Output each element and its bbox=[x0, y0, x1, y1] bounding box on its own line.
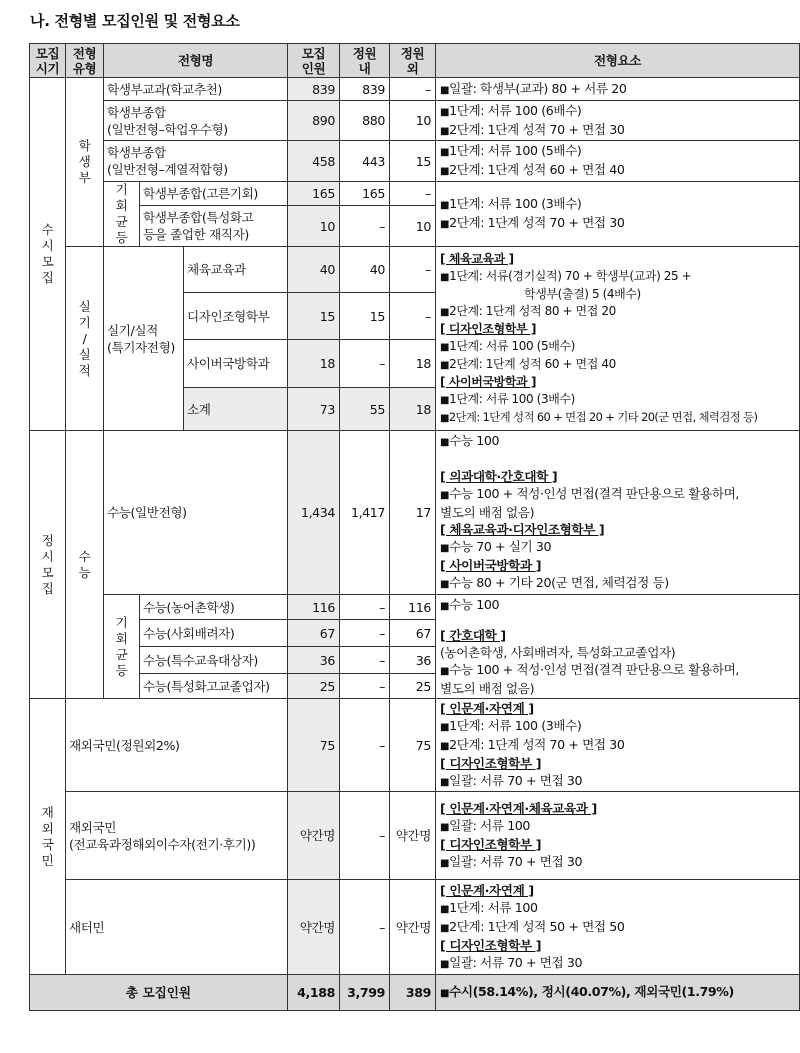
in-quota-cell: – bbox=[340, 595, 390, 620]
in-quota-cell: 839 bbox=[340, 78, 390, 101]
row-name: 재외국민(정원외2%) bbox=[66, 699, 288, 792]
row-name: 학생부종합(특성화고 등을 졸업한 재직자) bbox=[140, 206, 288, 247]
silgi-name: 실기/실적 (특기자전형) bbox=[104, 247, 184, 431]
table-row bbox=[30, 141, 800, 182]
table-row bbox=[30, 699, 800, 792]
suneung-label: 수 능 bbox=[66, 431, 104, 699]
row-name: 수능(일반전형) bbox=[104, 431, 288, 595]
quota-cell: 75 bbox=[288, 699, 340, 792]
header-row bbox=[30, 44, 800, 78]
quota-cell: 10 bbox=[288, 206, 340, 247]
elements-cell: ■ 1단계: 서류 100 (5배수) ■ 2단계: 1단계 성적 60 + 면접 40 bbox=[436, 141, 800, 182]
quota-cell: 67 bbox=[288, 620, 340, 647]
in-quota-cell: – bbox=[340, 699, 390, 792]
row-name: 학생부종합 (일반전형–학업우수형) bbox=[104, 101, 288, 141]
in-quota-cell: 443 bbox=[340, 141, 390, 182]
in-quota-cell: – bbox=[340, 647, 390, 674]
quota-cell: 25 bbox=[288, 674, 340, 699]
in-quota-cell: – bbox=[340, 206, 390, 247]
row-name: 학생부교과(학교추천) bbox=[104, 78, 288, 101]
elements-cell: [ 체육교육과 ] ■ 1단계: 서류(경기실적) 70 + 학생부(교과) 25 + 학생부(출결) 5 (4배수) ■ 2단계: 1단계 성적 80 + 면접 20 [ 디자인조형학부 ] ■ 1단계: 서류 100 (5배수) ■ 2단계: 1단계 성적 60 + 면접 40 [ 사이버국방학과 ] ■ 1단계: 서류 100 (3배수) ■ 2단계: 1단계 성적 60 + 면접 20 + 기타 20(군 면접, 체력검정 등) bbox=[436, 247, 800, 431]
jaeoe-label: 재 외 국 민 bbox=[30, 699, 66, 975]
row-name: 소계 bbox=[184, 388, 288, 431]
elements-cell: ■ 수능 100 [ 의과대학·간호대학 ] ■ 수능 100 + 적성·인성 면접(결격 판단용으로 활용하며, 별도의 배점 없음) [ 체육교육과·디자인조형학부 ] ■ 수능 70 + 실기 30 [ 사이버국방학과 ] ■ 수능 80 + 기타 20(군 면접, 체력검정 등) bbox=[436, 431, 800, 595]
row-name: 수능(특성화고교졸업자) bbox=[140, 674, 288, 699]
header-out-quota: 정원 외 bbox=[390, 44, 436, 78]
out-quota-cell: 36 bbox=[390, 647, 436, 674]
table-row bbox=[30, 792, 800, 880]
jeongsi-gihoe-label: 기 회 균 등 bbox=[104, 595, 140, 699]
total-summary: ■ 수시(58.14%), 정시(40.07%), 재외국민(1.79%) bbox=[436, 975, 800, 1011]
out-quota-cell: 25 bbox=[390, 674, 436, 699]
in-quota-cell: 55 bbox=[340, 388, 390, 431]
quota-cell: 40 bbox=[288, 247, 340, 293]
in-quota-cell: – bbox=[340, 620, 390, 647]
table-row bbox=[30, 247, 800, 293]
quota-cell: 약간명 bbox=[288, 792, 340, 880]
row-name: 체육교육과 bbox=[184, 247, 288, 293]
out-quota-cell: – bbox=[390, 182, 436, 206]
out-quota-cell: 18 bbox=[390, 340, 436, 388]
total-out-quota: 389 bbox=[390, 975, 436, 1011]
row-name: 재외국민 (전교육과정해외이수자(전기·후기)) bbox=[66, 792, 288, 880]
table-row bbox=[30, 182, 800, 206]
hakseng-label: 학 생 부 bbox=[66, 78, 104, 247]
quota-cell: 73 bbox=[288, 388, 340, 431]
elements-cell: [ 인문계·자연계·체육교육과 ] ■ 일괄: 서류 100 [ 디자인조형학부 ] ■ 일괄: 서류 70 + 면접 30 bbox=[436, 792, 800, 880]
admission-table bbox=[29, 43, 800, 1011]
row-name: 수능(사회배려자) bbox=[140, 620, 288, 647]
out-quota-cell: 10 bbox=[390, 206, 436, 247]
out-quota-cell: 18 bbox=[390, 388, 436, 431]
out-quota-cell: 약간명 bbox=[390, 880, 436, 975]
row-name: 디자인조형학부 bbox=[184, 293, 288, 340]
row-name: 수능(농어촌학생) bbox=[140, 595, 288, 620]
total-label: 총 모집인원 bbox=[30, 975, 288, 1011]
elements-cell: [ 인문계·자연계 ] ■ 1단계: 서류 100 (3배수) ■ 2단계: 1단계 성적 70 + 면접 30 [ 디자인조형학부 ] ■ 일괄: 서류 70 + 면접 30 bbox=[436, 699, 800, 792]
elements-cell: ■ 1단계: 서류 100 (3배수) ■ 2단계: 1단계 성적 70 + 면접 30 bbox=[436, 182, 800, 247]
out-quota-cell: 116 bbox=[390, 595, 436, 620]
header-elements: 전형요소 bbox=[436, 44, 800, 78]
quota-cell: 18 bbox=[288, 340, 340, 388]
susi-label: 수 시 모 집 bbox=[30, 78, 66, 431]
table-row bbox=[30, 595, 800, 620]
row-name: 수능(특수교육대상자) bbox=[140, 647, 288, 674]
in-quota-cell: – bbox=[340, 340, 390, 388]
table-row bbox=[30, 78, 800, 101]
total-row bbox=[30, 975, 800, 1011]
quota-cell: 15 bbox=[288, 293, 340, 340]
out-quota-cell: 67 bbox=[390, 620, 436, 647]
row-name: 새터민 bbox=[66, 880, 288, 975]
section-title: 나. 전형별 모집인원 및 전형요소 bbox=[30, 12, 240, 30]
quota-cell: 165 bbox=[288, 182, 340, 206]
in-quota-cell: – bbox=[340, 880, 390, 975]
out-quota-cell: 약간명 bbox=[390, 792, 436, 880]
out-quota-cell: 17 bbox=[390, 431, 436, 595]
table-row bbox=[30, 880, 800, 975]
gihoe-label: 기 회 균 등 bbox=[104, 182, 140, 247]
in-quota-cell: – bbox=[340, 674, 390, 699]
elements-cell: ■ 수능 100 [ 간호대학 ] (농어촌학생, 사회배려자, 특성화고교졸업자) ■ 수능 100 + 적성·인성 면접(결격 판단용으로 활용하며, 별도의 배점 없음) bbox=[436, 595, 800, 699]
silgi-label: 실 기 / 실 적 bbox=[66, 247, 104, 431]
total-quota: 4,188 bbox=[288, 975, 340, 1011]
quota-cell: 116 bbox=[288, 595, 340, 620]
in-quota-cell: 40 bbox=[340, 247, 390, 293]
quota-cell: 458 bbox=[288, 141, 340, 182]
quota-cell: 890 bbox=[288, 101, 340, 141]
out-quota-cell: – bbox=[390, 247, 436, 293]
out-quota-cell: – bbox=[390, 293, 436, 340]
quota-cell: 약간명 bbox=[288, 880, 340, 975]
elements-cell: ■ 일괄: 학생부(교과) 80 + 서류 20 bbox=[436, 78, 800, 101]
in-quota-cell: 1,417 bbox=[340, 431, 390, 595]
total-in-quota: 3,799 bbox=[340, 975, 390, 1011]
quota-cell: 839 bbox=[288, 78, 340, 101]
jeongsi-label: 정 시 모 집 bbox=[30, 431, 66, 699]
header-type: 전형 유형 bbox=[66, 44, 104, 78]
quota-cell: 1,434 bbox=[288, 431, 340, 595]
header-name: 전형명 bbox=[104, 44, 288, 78]
out-quota-cell: – bbox=[390, 78, 436, 101]
in-quota-cell: – bbox=[340, 792, 390, 880]
row-name: 사이버국방학과 bbox=[184, 340, 288, 388]
quota-cell: 36 bbox=[288, 647, 340, 674]
out-quota-cell: 10 bbox=[390, 101, 436, 141]
header-period: 모집 시기 bbox=[30, 44, 66, 78]
row-name: 학생부종합 (일반전형–계열적합형) bbox=[104, 141, 288, 182]
elements-cell: ■ 1단계: 서류 100 (6배수) ■ 2단계: 1단계 성적 70 + 면접 30 bbox=[436, 101, 800, 141]
in-quota-cell: 880 bbox=[340, 101, 390, 141]
row-name: 학생부종합(고른기회) bbox=[140, 182, 288, 206]
table-row bbox=[30, 101, 800, 141]
header-in-quota: 정원 내 bbox=[340, 44, 390, 78]
out-quota-cell: 75 bbox=[390, 699, 436, 792]
in-quota-cell: 165 bbox=[340, 182, 390, 206]
elements-cell: [ 인문계·자연계 ] ■ 1단계: 서류 100 ■ 2단계: 1단계 성적 50 + 면접 50 [ 디자인조형학부 ] ■ 일괄: 서류 70 + 면접 30 bbox=[436, 880, 800, 975]
out-quota-cell: 15 bbox=[390, 141, 436, 182]
header-quota: 모집 인원 bbox=[288, 44, 340, 78]
table-row bbox=[30, 431, 800, 595]
in-quota-cell: 15 bbox=[340, 293, 390, 340]
